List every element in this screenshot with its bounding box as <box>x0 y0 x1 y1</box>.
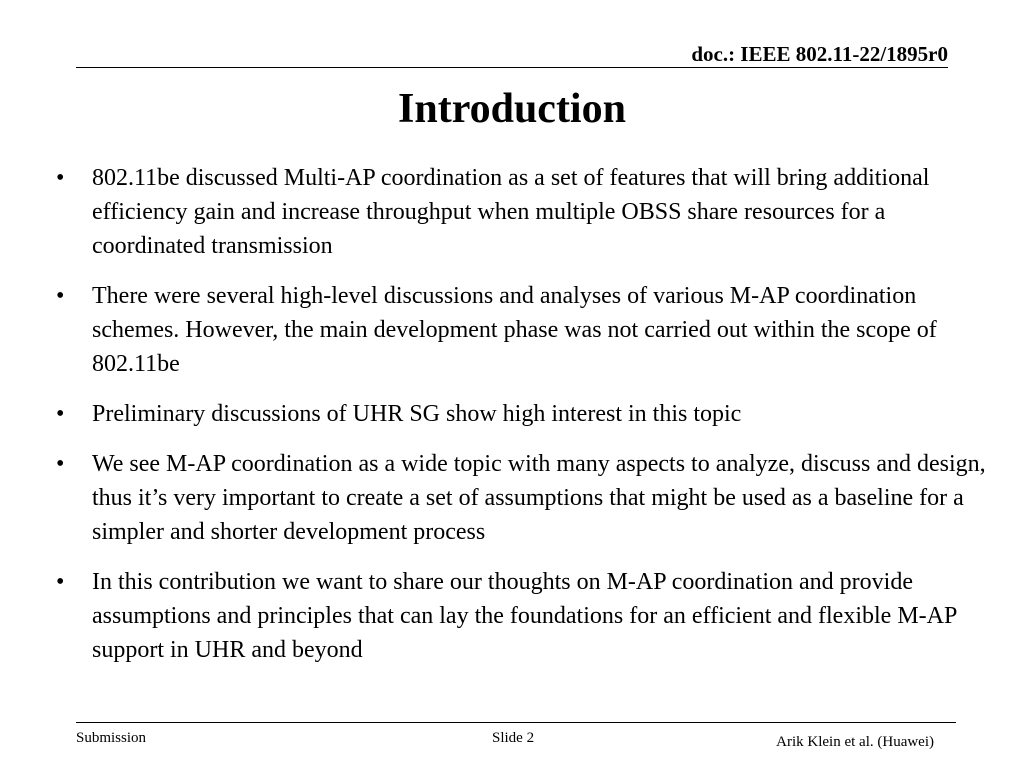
slide-title: Introduction <box>398 86 626 132</box>
bullet-item-2: • There were several high-level discussions and analyses of various M-AP coordination schemes. However, the main development phase was not carried out within the scope of 802.11be <box>56 279 986 381</box>
footer-divider <box>76 722 956 723</box>
header-divider <box>76 67 948 68</box>
bullet-item-4: • We see M-AP coordination as a wide topic with many aspects to analyze, discuss and design, thus it’s very important to create a set of assumptions that might be used as a baseline for a simpler and shorter development process <box>56 447 986 549</box>
bullet-item-3: • Preliminary discussions of UHR SG show high interest in this topic <box>56 397 986 431</box>
bullet-list <box>56 161 986 683</box>
bullet-item-1: • 802.11be discussed Multi-AP coordination as a set of features that will bring additional efficiency gain and increase throughput when multiple OBSS share resources for a coordinated transmission <box>56 161 986 263</box>
footer-submission: Submission <box>76 730 147 746</box>
bullet-item-5: • In this contribution we want to share our thoughts on M-AP coordination and provide assumptions and principles that can lay the foundations for an efficient and flexible M-AP support in UHR and beyond <box>56 565 986 667</box>
footer-slide-number: Slide 2 <box>492 730 535 746</box>
footer-author: Arik Klein et al. (Huawei) <box>776 734 934 750</box>
document-id: doc.: IEEE 802.11-22/1895r0 <box>691 42 948 66</box>
